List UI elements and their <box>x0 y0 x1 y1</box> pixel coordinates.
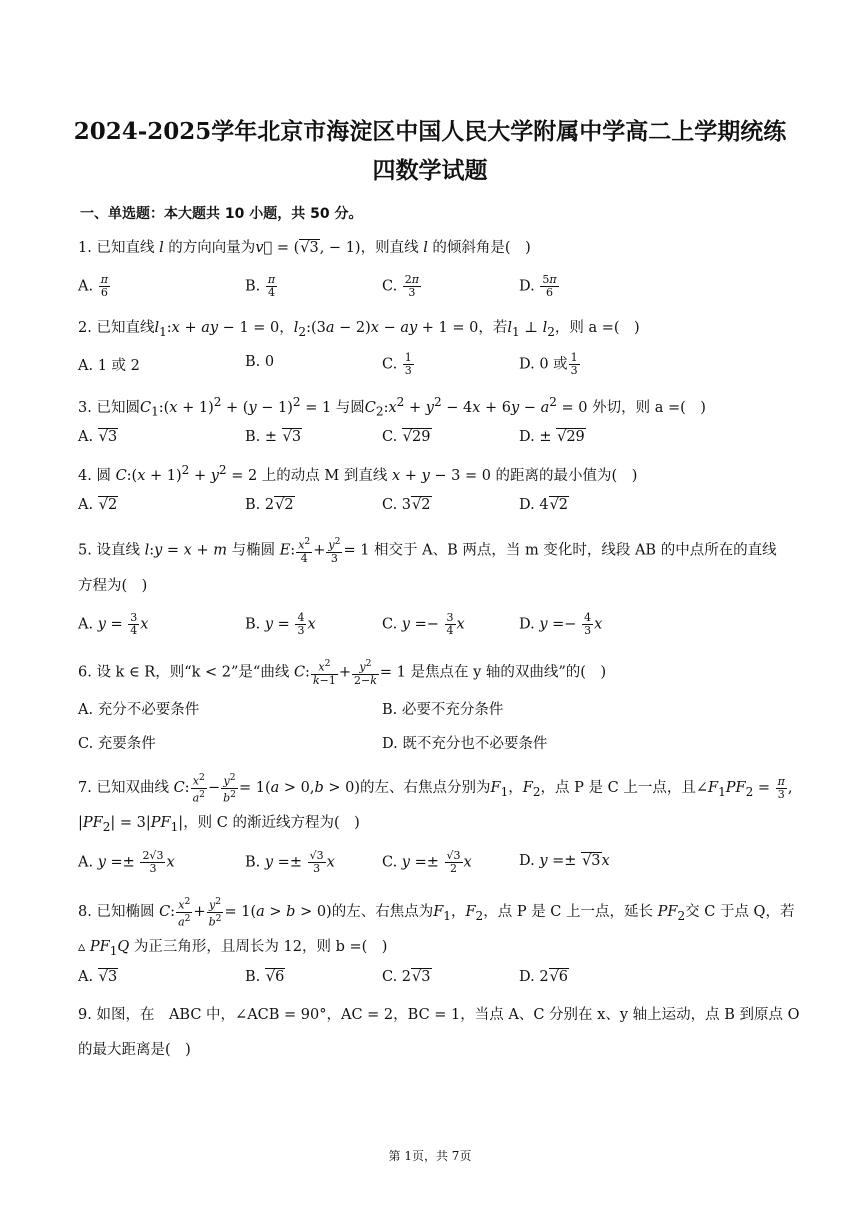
q5-option-c: C. y =− $\frac{3}{4}$ x <box>382 611 465 637</box>
q1-option-c: C. $\frac{2\pi}{3}$ <box>382 273 420 299</box>
q2-option-d: D. 0 或 $\frac{1}{3}$ <box>519 351 578 377</box>
page-footer: 第 1页，共 7页 <box>388 1149 472 1163</box>
q1-option-d: D. $\frac{5\pi}{6}$ <box>519 273 557 299</box>
q1-option-b: B. $\frac{\pi}{4}$ <box>245 273 276 299</box>
question-1: 1. 已知直线 l 的方向向量为v⃗ = (√3, − 1)，则直线 l 的倾斜角是( ) <box>78 240 531 256</box>
question-7: 7. 已知双曲线 C: $\frac{x^2}{a^2}$ − $\frac{y^2}{b^2}$ = 1(a > 0,b > 0)的左、右焦点分别为$F_1$，$F_2$，点 P 是 C 上一点，且$\angle F_1PF_2$ = $\frac{\pi}{3}$ , <box>78 772 793 805</box>
section-heading: 一、单选题：本大题共 10 小题，共 50 分。 <box>80 206 363 222</box>
question-5-line-2: 方程为( ) <box>78 578 148 594</box>
q4-option-a: A. √2 <box>78 497 118 513</box>
question-7-line-2: $|PF_2| = 3|PF_1|$，则 C 的渐近线方程为( ) <box>78 815 360 834</box>
question-3: 3. 已知圆$C_1:(x + 1)^2 + (y - 1)^2 = 1$ 与圆$C_2:x^2 + y^2 - 4x + 6y - a^2 = 0$ 外切，则 a =( ) <box>78 395 706 419</box>
q3-option-c: C. √29 <box>382 429 431 445</box>
q3-option-a: A. √3 <box>78 429 118 445</box>
q5-option-d: D. y =− $\frac{4}{3}$ x <box>519 611 603 637</box>
question-8: 8. 已知椭圆 C: $\frac{x^2}{a^2}$ + $\frac{y^2}{b^2}$ = 1(a > b > 0)的左、右焦点为$F_1$，$F_2$，点 P 是 C 上一点，延长 $PF_2$交 C 于点 Q，若 <box>78 896 795 929</box>
title-line-1: 2024-2025学年北京市海淀区中国人民大学附属中学高二上学期统练 <box>73 118 787 145</box>
q3-option-b: B. ± √3 <box>245 429 302 445</box>
question-9-line-2: 的最大距离是( ) <box>78 1042 191 1058</box>
q8-option-d: D. 2√6 <box>519 969 569 985</box>
q7-option-c: C. y =± $\frac{√3}{2}$ x <box>382 849 472 875</box>
question-8-line-2: ▵ $PF_1Q$ 为正三角形，且周长为 12，则 b =( ) <box>78 939 388 958</box>
question-9: 9. 如图，在 ABC 中，∠ACB = 90°，AC = 2，BC = 1，当点 A、C 分别在 x、y 轴上运动，点 B 到原点 O <box>78 1007 800 1023</box>
q6-option-b: B. 必要不充分条件 <box>382 702 504 718</box>
q2-option-a: A. 1 或 2 <box>78 358 140 374</box>
q4-option-c: C. 3√2 <box>382 497 431 513</box>
q8-option-c: C. 2√3 <box>382 969 431 985</box>
q1-option-a: A. $\frac{\pi}{6}$ <box>78 273 108 299</box>
q8-option-b: B. √6 <box>245 969 285 985</box>
q7-option-b: B. y =± $\frac{√3}{3}$ x <box>245 849 335 875</box>
q4-option-d: D. 4√2 <box>519 497 569 513</box>
question-2: 2. 已知直线$l_1:x$ + ay − 1 = 0，$l_2:(3a - 2)x$ − ay + 1 = 0，若$l_1$ ⊥ $l_2$，则 a =( ) <box>78 320 640 339</box>
q7-option-d: D. y =± √3x <box>519 853 610 869</box>
q3-option-d: D. ± √29 <box>519 429 585 445</box>
q5-option-b: B. y = $\frac{4}{3}$ x <box>245 611 316 637</box>
question-5: 5. 设直线 l:y = x + m 与椭圆 E: $\frac{x^2}{4}$ + $\frac{y^2}{3}$ = 1 相交于 A、B 两点，当 m 变化时，线段 AB 的中点所在的直线 <box>78 536 777 565</box>
q7-option-a: A. y =± $\frac{2√3}{3}$ x <box>78 849 175 875</box>
q2-option-c: C. $\frac{1}{3}$ <box>382 351 412 377</box>
q6-option-d: D. 既不充分也不必要条件 <box>382 736 548 752</box>
q5-option-a: A. y = $\frac{3}{4}$ x <box>78 611 149 637</box>
q6-option-a: A. 充分不必要条件 <box>78 702 200 718</box>
q4-option-b: B. 2√2 <box>245 497 294 513</box>
q2-option-b: B. 0 <box>245 354 275 370</box>
q6-option-c: C. 充要条件 <box>78 736 156 752</box>
question-6: 6. 设 k ∈ R，则“k < 2”是“曲线 C: $\frac{x^2}{k-1}$ + $\frac{y^2}{2-k}$ = 1 是焦点在 y 轴的双曲线”的( ) <box>78 658 607 687</box>
question-4: 4. 圆 C:(x + $1)^2 + y^2 = 2$ 上的动点 M 到直线 x + y − 3 = 0 的距离的最小值为( ) <box>78 463 638 484</box>
q8-option-a: A. √3 <box>78 969 118 985</box>
title-line-2: 四数学试题 <box>372 157 488 184</box>
